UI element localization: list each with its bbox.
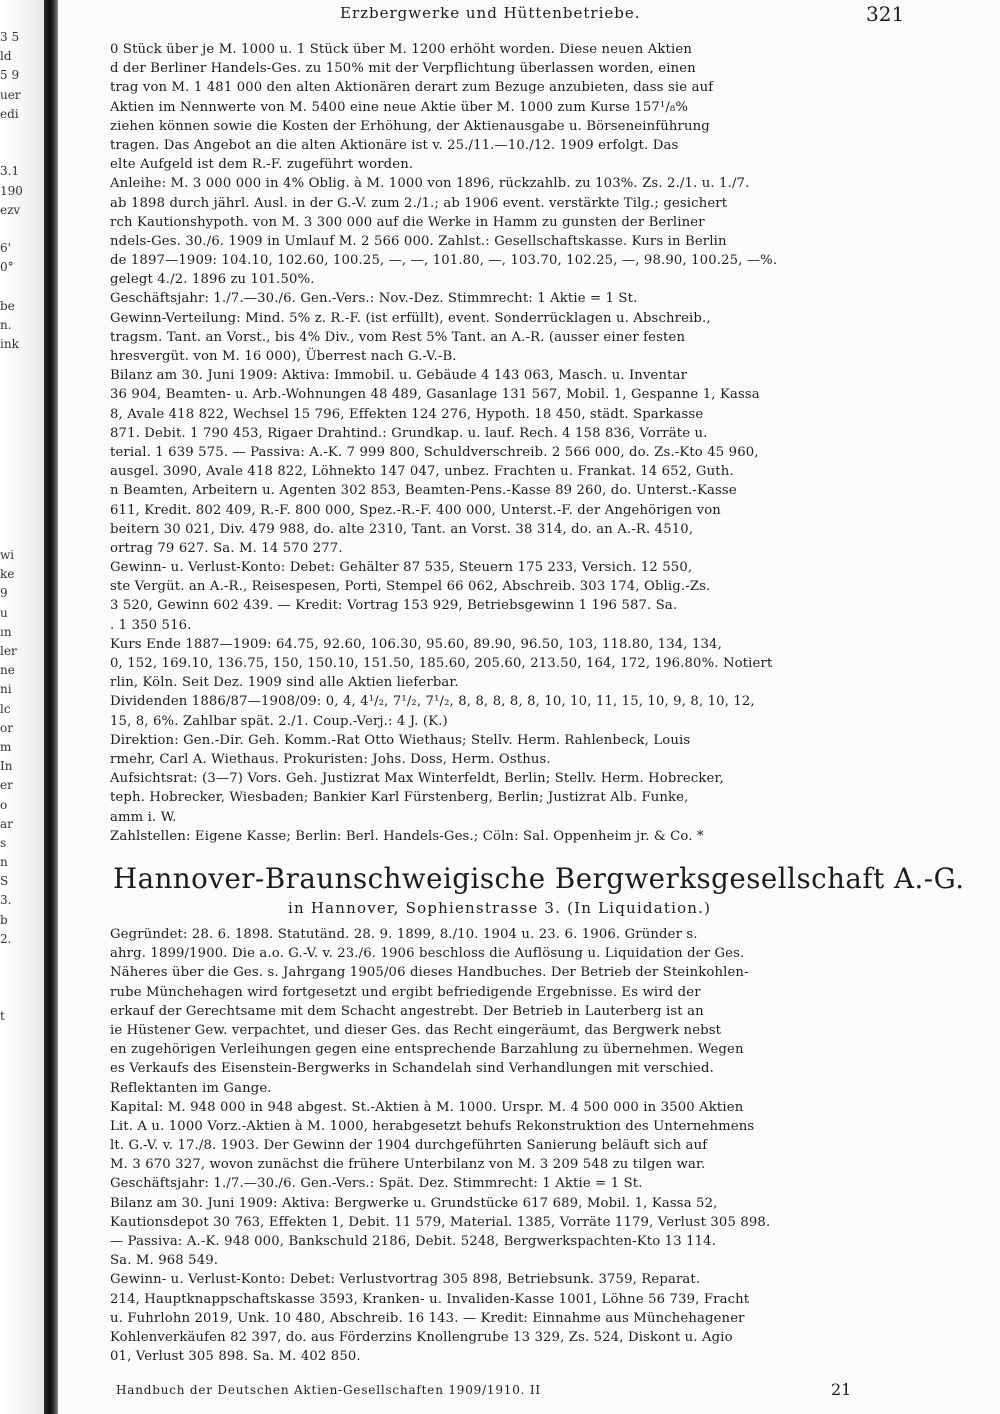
text-line: Bilanz am 30. Juni 1909: Aktiva: Bergwerke u. Grundstücke 617 689, Mobil. 1, Kassa 52, (110, 1195, 718, 1211)
text-line: Dividenden 1886/87—1908/09: 0, 4, 4¹/₂, 7¹/₂, 7¹/₂, 8, 8, 8, 8, 8, 10, 10, 11, 15, 10, 9, 8, 10, 12, (110, 694, 755, 710)
text-line: es Verkaufs des Eisenstein-Bergwerks in Schandelah sind Verhandlungen mit verschied. (110, 1061, 714, 1077)
margin-fragment: ni (0, 682, 12, 697)
text-line: 871. Debit. 1 790 453, Rigaer Drahtind.: Grundkap. u. lauf. Rech. 4 158 836, Vorräte u. (110, 425, 708, 441)
text-line: Geschäftsjahr: 1./7.—30./6. Gen.-Vers.: Spät. Dez. Stimmrecht: 1 Aktie = 1 St. (110, 1176, 643, 1192)
book-page (58, 0, 1000, 1414)
margin-fragment: 190 (0, 183, 23, 198)
text-line: de 1897—1909: 104.10, 102.60, 100.25, —, —, 101.80, —, 103.70, 102.25, —, 98.90, 100.25, —%. (110, 253, 778, 269)
margin-fragment: ın (0, 624, 12, 639)
text-line: gelegt 4./2. 1896 zu 101.50%. (110, 272, 315, 288)
text-line: d der Berliner Handels-Ges. zu 150% mit der Verpflichtung überlassen worden, einen (110, 61, 696, 77)
text-line: Gewinn- u. Verlust-Konto: Debet: Verlustvortrag 305 898, Betriebsunk. 3759, Reparat. (110, 1272, 701, 1288)
text-line: rube Münchehagen wird fortgesetzt und ergibt befriedigende Ergebnisse. Es wird der (110, 984, 701, 1000)
margin-fragment (0, 450, 44, 469)
margin-fragment (0, 220, 44, 239)
running-head-title: Erzbergwerke und Hüttenbetriebe. (340, 4, 641, 22)
margin-fragment: lc (0, 701, 11, 716)
text-line: ahrg. 1899/1900. Die a.o. G.-V. v. 23./6. 1906 beschloss die Auflösung u. Liquidation der Ges. (110, 946, 745, 962)
text-line: erkauf der Gerechtsame mit dem Schacht angestrebt. Der Betrieb in Lauterberg ist an (110, 1003, 704, 1019)
text-line: Kapital: M. 948 000 in 948 abgest. St.-Aktien à M. 1000. Urspr. M. 4 500 000 in 3500 Aktien (110, 1099, 744, 1115)
text-line: Kurs Ende 1887—1909: 64.75, 92.60, 106.30, 95.60, 89.90, 96.50, 103, 118.80, 134, 134, (110, 636, 722, 652)
text-line: amm i. W. (110, 809, 177, 825)
text-line: Geschäftsjahr: 1./7.—30./6. Gen.-Vers.: Nov.-Dez. Stimmrecht: 1 Aktie = 1 St. (110, 291, 638, 307)
margin-fragment: m (0, 739, 12, 754)
text-line: n Beamten, Arbeitern u. Agenten 302 853, Beamten-Pens.-Kasse 89 260, do. Unterst.-Kasse (110, 483, 737, 499)
text-line: Gewinn- u. Verlust-Konto: Debet: Gehälter 87 535, Steuern 175 233, Versich. 12 550, (110, 560, 693, 576)
text-line: terial. 1 639 575. — Passiva: A.-K. 7 999 800, Schuldverschreib. 2 566 000, do. Zs.-Kto 45 960, (110, 444, 759, 460)
company-heading: Hannover-Braunschweigische Bergwerksgesellschaft A.-G. (113, 862, 965, 895)
text-line: ziehen können sowie die Kosten der Erhöhung, der Aktienausgabe u. Börseneinführung (110, 118, 710, 134)
margin-fragment (0, 527, 44, 546)
margin-fragment: t (0, 1008, 5, 1023)
lower-company-entry (110, 925, 960, 1366)
text-line: ausgel. 3090, Avale 418 822, Löhnekto 147 047, unbez. Frachten u. Frankat. 14 652, Guth. (110, 464, 734, 480)
text-line: teph. Hobrecker, Wiesbaden; Bankier Karl Fürstenberg, Berlin; Justizrat Alb. Funke, (110, 790, 689, 806)
margin-fragment (0, 354, 44, 373)
text-line: Sa. M. 968 549. (110, 1253, 219, 1269)
text-line: Näheres über die Ges. s. Jahrgang 1905/06 dieses Handbuches. Der Betrieb der Steinkohlen- (110, 965, 749, 981)
margin-fragment: be (0, 298, 15, 313)
signature-mark: 21 (831, 1380, 852, 1399)
text-line: lt. G.-V. v. 17./8. 1903. Der Gewinn der 1904 durchgeführten Sanierung beläuft sich auf (110, 1138, 708, 1154)
text-line: rmehr, Carl A. Wiethaus. Prokuristen: Johs. Doss, Herm. Osthus. (110, 751, 551, 767)
text-line: 3 520, Gewinn 602 439. — Kredit: Vortrag 153 929, Betriebsgewinn 1 196 587. Sa. (110, 598, 678, 614)
margin-fragment: wi (0, 548, 15, 563)
text-line: Gegründet: 28. 6. 1898. Statutänd. 28. 9. 1899, 8./10. 1904 u. 23. 6. 1906. Gründer s. (110, 927, 698, 942)
text-line: Bilanz am 30. Juni 1909: Aktiva: Immobil. u. Gebäude 4 143 063, Masch. u. Inventar (110, 368, 688, 384)
margin-fragment (0, 469, 44, 488)
margin-fragment: b (0, 912, 8, 927)
text-line: ortrag 79 627. Sa. M. 14 570 277. (110, 540, 343, 556)
text-line: 611, Kredit. 802 409, R.-F. 800 000, Spez.-R.-F. 400 000, Unterst.-F. der Angehörigen von (110, 502, 721, 518)
text-line: elte Aufgeld ist dem R.-F. zugeführt worden. (110, 157, 414, 173)
margin-fragment: ezv (0, 202, 21, 217)
margin-fragment: er (0, 778, 13, 793)
text-line: ab 1898 durch jährl. Ausl. in der G.-V. zum 2./1.; ab 1906 event. verstärkte Tilg.; gesichert (110, 195, 728, 211)
text-line: tragsm. Tant. an Vorst., bis 4% Div., vom Rest 5% Tant. an A.-R. (ausser einer festen (110, 329, 686, 345)
margin-fragment: 9 (0, 586, 8, 601)
margin-fragment: ler (0, 644, 17, 658)
text-line: beitern 30 021, Div. 479 988, do. alte 2310, Tant. an Vorst. 38 314, do. an A.-R. 4510, (110, 521, 694, 537)
text-line: . 1 350 516. (110, 617, 192, 633)
margin-fragment: In (0, 759, 13, 774)
margin-fragment (0, 508, 44, 527)
text-line: Kautionsdepot 30 763, Effekten 1, Debit. 11 579, Material. 1385, Vorräte 1179, Verlust 305 898. (110, 1214, 771, 1230)
margin-fragment: u (0, 605, 8, 620)
margin-fragment (0, 393, 44, 412)
text-line: 0, 152, 169.10, 136.75, 150, 150.10, 151.50, 185.60, 205.60, 213.50, 164, 172, 196.80%. Notiert (110, 656, 773, 671)
margin-fragment (0, 277, 44, 296)
margin-fragment: 3.1 (0, 164, 20, 179)
text-line: u. Fuhrlohn 2019, Unk. 10 480, Abschreib. 16 143. — Kredit: Einnahme aus Münchehagener (110, 1310, 745, 1326)
margin-fragment: 6' (0, 241, 11, 256)
margin-fragment: ld (0, 49, 12, 64)
text-line: 8, Avale 418 822, Wechsel 15 796, Effekten 124 276, Hypoth. 18 450, städt. Sparkasse (110, 406, 704, 422)
text-line: ie Hüstener Gew. verpachtet, und dieser Ges. das Recht eingeräumt, das Bergwerk nebst (110, 1022, 722, 1038)
margin-fragment: 3. (0, 893, 12, 908)
margin-fragment: 3 5 (0, 30, 20, 44)
text-line: M. 3 670 327, wovon zunächst die frühere Unterbilanz von M. 3 209 548 zu tilgen war. (110, 1157, 706, 1173)
text-line: rch Kautionshypoth. von M. 3 300 000 auf die Werke in Hamm zu gunsten der Berliner (110, 214, 705, 230)
footer-source: Handbuch der Deutschen Aktien-Gesellschaften 1909/1910. II (116, 1383, 541, 1397)
margin-fragment: o (0, 797, 8, 812)
margin-fragment (0, 412, 44, 431)
margin-fragment: ar (0, 816, 13, 831)
text-line: trag von M. 1 481 000 den alten Aktionären derart zum Bezuge anzubieten, dass sie auf (110, 80, 714, 96)
text-line: 15, 8, 6%. Zahlbar spät. 2./1. Coup.-Verj.: 4 J. (K.) (110, 713, 448, 729)
margin-fragment (0, 373, 44, 392)
margin-fragment: ne (0, 663, 15, 678)
text-line: Aufsichtsrat: (3—7) Vors. Geh. Justizrat Max Winterfeldt, Berlin; Stellv. Herm. Hobrecker, (110, 771, 724, 787)
text-line: 01, Verlust 305 898. Sa. M. 402 850. (110, 1349, 361, 1365)
text-line: rlin, Köln. Seit Dez. 1909 sind alle Aktien lieferbar. (110, 675, 459, 691)
margin-fragment (0, 968, 44, 987)
text-line: Direktion: Gen.-Dir. Geh. Komm.-Rat Otto Wiethaus; Stellv. Herm. Rahlenbeck, Louis (110, 732, 691, 748)
text-line: Zahlstellen: Eigene Kasse; Berlin: Berl. Handels-Ges.; Cöln: Sal. Oppenheim jr. & Co. * (110, 828, 704, 844)
page-number: 321 (866, 2, 905, 26)
text-line: ste Vergüt. an A.-R., Reisespesen, Porti, Stempel 66 062, Abschreib. 303 174, Oblig.-Zs. (110, 579, 711, 595)
margin-fragment (0, 124, 44, 143)
margin-fragment: ink (0, 337, 19, 351)
running-head (58, 4, 1000, 28)
margin-fragment (0, 143, 44, 162)
upper-company-entry (110, 40, 960, 846)
margin-fragment (0, 431, 44, 450)
margin-fragment: 5 9 (0, 68, 20, 83)
adjacent-page-fragments (0, 28, 44, 1026)
text-line: Gewinn-Verteilung: Mind. 5% z. R.-F. (ist erfüllt), event. Sonderrücklagen u. Abschreib., (110, 310, 711, 326)
margin-fragment: ke (0, 567, 15, 582)
text-line: Anleihe: M. 3 000 000 in 4% Oblig. à M. 1000 von 1896, rückzahlb. zu 103%. Zs. 2./1. u. 1./7. (110, 176, 750, 192)
text-line: ndels-Ges. 30./6. 1909 in Umlauf M. 2 566 000. Zahlst.: Gesellschaftskasse. Kurs in Berlin (110, 233, 727, 249)
text-line: 36 904, Beamten- u. Arb.-Wohnungen 48 489, Gasanlage 131 567, Mobil. 1, Gespanne 1, Kassa (110, 387, 760, 403)
margin-fragment: 2. (0, 931, 12, 946)
text-line: Kohlenverkäufen 82 397, do. aus Förderzins Knollengrube 13 329, Zs. 524, Diskont u. Agio (110, 1329, 733, 1345)
text-line: Lit. A u. 1000 Vorz.-Aktien à M. 1000, herabgesetzt behufs Rekonstruktion des Unternehmens (110, 1118, 755, 1134)
book-binding-shadow (44, 0, 58, 1414)
margin-fragment: uer (0, 87, 21, 102)
text-line: — Passiva: A.-K. 948 000, Bankschuld 2186, Debit. 5248, Bergwerkspachten-Kto 13 114. (110, 1234, 717, 1249)
margin-fragment: s (0, 835, 7, 850)
margin-fragment (0, 489, 44, 508)
margin-fragment (0, 949, 44, 968)
text-line: tragen. Das Angebot an die alten Aktionäre ist v. 25./11.—10./12. 1909 erfolgt. Das (110, 137, 679, 153)
margin-fragment: or (0, 720, 13, 735)
margin-fragment: n (0, 855, 8, 870)
company-location: in Hannover, Sophienstrasse 3. (In Liquidation.) (288, 899, 712, 917)
text-line: 214, Hauptknappschaftskasse 3593, Kranken- u. Invaliden-Kasse 1001, Löhne 56 739, Fracht (110, 1291, 750, 1307)
text-line: Reflektanten im Gange. (110, 1080, 272, 1096)
margin-fragment: 0° (0, 260, 14, 275)
margin-fragment (0, 987, 44, 1006)
text-line: Aktien im Nennwerte von M. 5400 eine neue Aktie über M. 1000 zum Kurse 157¹/₈% (110, 99, 689, 115)
margin-fragment: n. (0, 317, 12, 332)
text-line: en zugehörigen Verleihungen gegen eine entsprechende Barzahlung zu übernehmen. Wegen (110, 1042, 744, 1058)
margin-fragment: edi (0, 106, 19, 121)
text-line: 0 Stück über je M. 1000 u. 1 Stück über M. 1200 erhöht worden. Diese neuen Aktien (110, 42, 692, 57)
text-line: hresvergüt. von M. 16 000), Überrest nach G.-V.-B. (110, 349, 457, 364)
margin-fragment: S (0, 874, 9, 889)
